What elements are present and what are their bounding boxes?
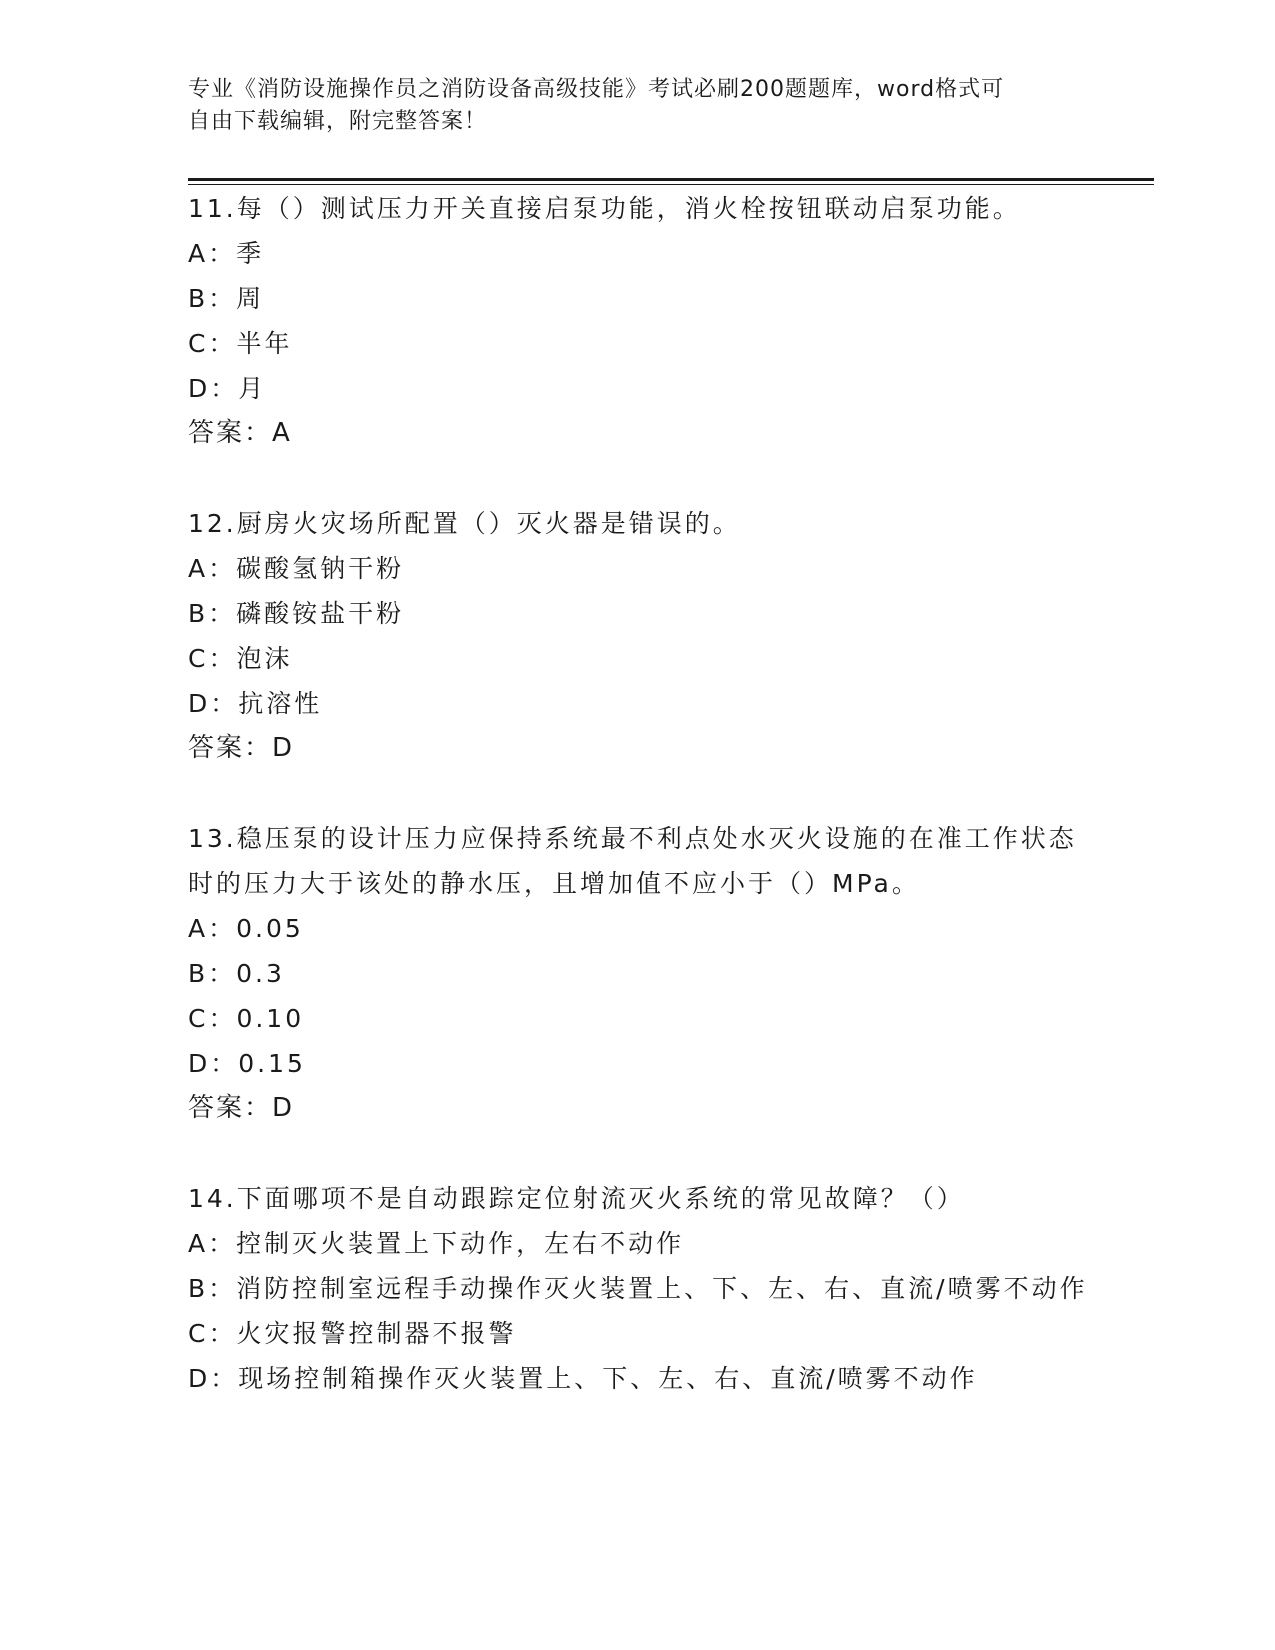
question-stem: 14.下面哪项不是自动跟踪定位射流灭火系统的常见故障？（） bbox=[188, 1184, 965, 1213]
question-12 bbox=[188, 501, 1088, 771]
option-c: C：半年 bbox=[188, 329, 293, 358]
option-d: D：现场控制箱操作灭火装置上、下、左、右、直流/喷雾不动作 bbox=[188, 1364, 978, 1393]
question-list bbox=[188, 186, 1088, 1446]
question-13 bbox=[188, 816, 1088, 1131]
option-a: A：碳酸氢钠干粉 bbox=[188, 554, 405, 583]
option-c: C：0.10 bbox=[188, 1004, 305, 1033]
header-divider-thick bbox=[188, 178, 1154, 181]
option-c: C：泡沫 bbox=[188, 644, 293, 673]
document-header: 专业《消防设施操作员之消防设备高级技能》考试必刷200题题库，word格式可 自由下载编辑，附完整答案！ bbox=[188, 77, 1005, 134]
option-c: C：火灾报警控制器不报警 bbox=[188, 1319, 517, 1348]
header-divider-thin bbox=[188, 184, 1154, 185]
option-a: A：控制灭火装置上下动作，左右不动作 bbox=[188, 1229, 685, 1258]
option-b: B：0.3 bbox=[188, 959, 285, 988]
question-14 bbox=[188, 1176, 1088, 1401]
option-b: B：磷酸铵盐干粉 bbox=[188, 599, 405, 628]
option-b: B：周 bbox=[188, 284, 265, 313]
question-11 bbox=[188, 186, 1088, 456]
option-b: B：消防控制室远程手动操作灭火装置上、下、左、右、直流/喷雾不动作 bbox=[188, 1274, 1088, 1303]
option-d: D：0.15 bbox=[188, 1049, 306, 1078]
option-a: A：0.05 bbox=[188, 914, 304, 943]
answer: 答案：D bbox=[188, 1093, 295, 1123]
option-d: D：月 bbox=[188, 374, 267, 403]
question-stem: 12.厨房火灾场所配置（）灭火器是错误的。 bbox=[188, 509, 741, 538]
question-stem: 13.稳压泵的设计压力应保持系统最不利点处水灭火设施的在准工作状态时的压力大于该处的静水压，且增加值不应小于（）MPa。 bbox=[188, 824, 1077, 898]
answer: 答案：A bbox=[188, 418, 292, 448]
answer: 答案：D bbox=[188, 733, 295, 763]
option-a: A：季 bbox=[188, 239, 265, 268]
question-stem: 11.每（）测试压力开关直接启泵功能，消火栓按钮联动启泵功能。 bbox=[188, 194, 1021, 223]
option-d: D：抗溶性 bbox=[188, 689, 323, 718]
